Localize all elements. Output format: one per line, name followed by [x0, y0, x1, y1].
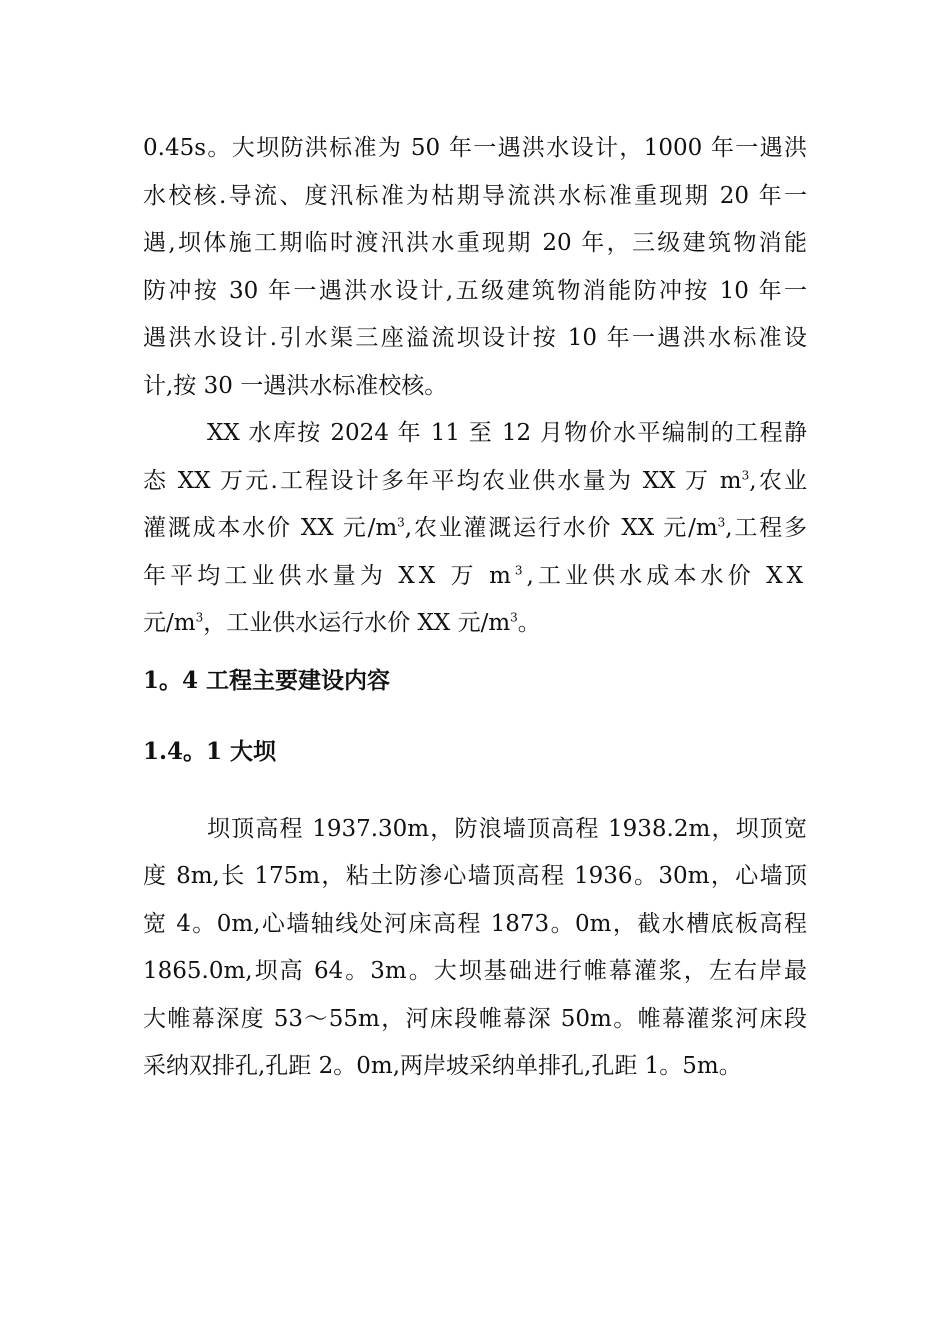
- text-segment: 年平均工业供水量为 XX 万 m: [143, 562, 515, 589]
- text-line: 采纳双排孔,孔距 2。0m,两岸坡采纳单排孔,孔距 1。5m。: [143, 1053, 742, 1079]
- section-heading: 1。4 工程主要建设内容: [143, 666, 391, 694]
- paragraph-cost-and-water-prices: [143, 410, 807, 648]
- text-line: 0.45s。大坝防洪标准为 50 年一遇洪水设计，1000 年一遇洪: [143, 135, 807, 161]
- text-segment: XX 水库按 2024 年 11 至 12 月物价水平编制的工程静: [207, 420, 807, 446]
- text-line: 防冲按 30 年一遇洪水设计,五级建筑物消能防冲按 10 年一: [143, 277, 807, 304]
- paragraph-flood-standards: [143, 125, 807, 410]
- text-segment: 坝顶高程 1937.30m，防浪墙顶高程 1938.2m，坝顶宽: [207, 815, 807, 842]
- superscript: 3: [397, 515, 405, 530]
- text-segment: 元/m: [143, 610, 196, 636]
- text-line: [143, 806, 807, 854]
- document-page: [143, 125, 807, 1091]
- text-line: 遇,坝体施工期临时渡汛洪水重现期 20 年，三级建筑物消能: [143, 230, 807, 256]
- text-line: [143, 600, 807, 648]
- superscript: 3: [195, 610, 204, 625]
- text-segment: ，工业供水运行水价 XX 元/m: [203, 610, 511, 636]
- superscript: 3: [514, 562, 527, 577]
- text-line: [143, 553, 807, 601]
- superscript: 3: [717, 515, 726, 530]
- text-line: 大帷幕深度 53～55m，河床段帷幕深 50m。帷幕灌浆河床段: [143, 1005, 807, 1032]
- text-segment: 灌溉成本水价 XX 元/m: [143, 515, 398, 541]
- superscript: 3: [741, 467, 750, 482]
- text-line: 度 8m,长 175m，粘土防渗心墙顶高程 1936。30m，心墙顶: [143, 863, 807, 889]
- paragraph-dam-details: [143, 806, 807, 1091]
- superscript: 3: [510, 610, 518, 625]
- text-segment: ,农业: [749, 467, 808, 494]
- text-segment: 。: [517, 610, 541, 636]
- text-segment: ,工程多: [725, 515, 807, 541]
- text-line: 计,按 30 一遇洪水标准校核。: [143, 372, 448, 399]
- text-line: 1865.0m,坝高 64。3m。大坝基础进行帷幕灌浆，左右岸最: [143, 958, 807, 984]
- text-segment: ,农业灌溉运行水价 XX 元/m: [404, 515, 718, 541]
- text-line: 宽 4。0m,心墙轴线处河床高程 1873。0m，截水槽底板高程: [143, 910, 807, 937]
- subsection-heading: 1.4。1 大坝: [143, 738, 277, 765]
- text-line: [143, 458, 807, 506]
- text-line: 水校核.导流、度汛标准为枯期导流洪水标准重现期 20 年一: [143, 182, 807, 209]
- text-segment: 态 XX 万元.工程设计多年平均农业供水量为 XX 万 m: [143, 467, 742, 494]
- text-line: [143, 410, 807, 458]
- text-line: [143, 505, 807, 553]
- text-line: 遇洪水设计.引水渠三座溢流坝设计按 10 年一遇洪水标准设: [143, 325, 807, 351]
- text-segment: ,工业供水成本水价 XX: [526, 562, 807, 589]
